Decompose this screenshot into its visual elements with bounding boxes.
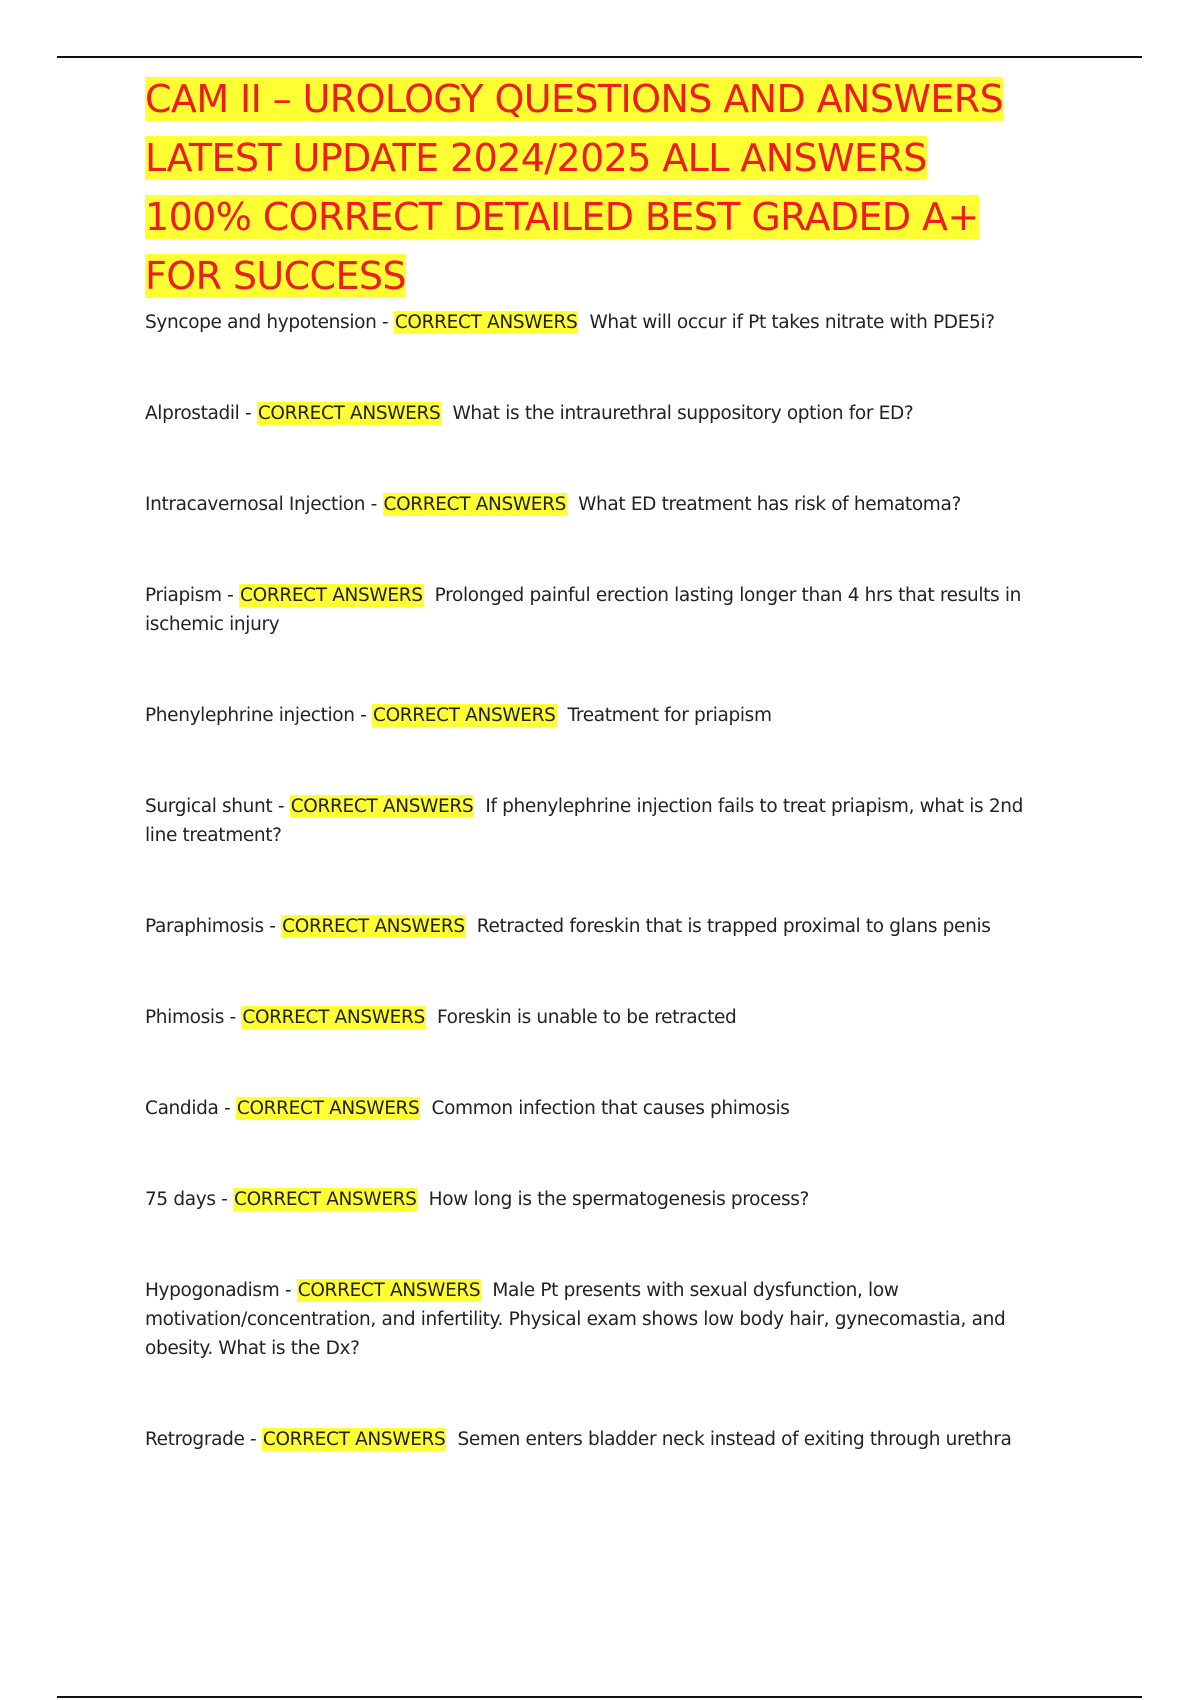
document-title: [145, 70, 1025, 306]
correct-answers-label: CORRECT ANSWERS: [240, 585, 423, 606]
qa-item: [145, 1003, 1025, 1032]
question-text: If phenylephrine injection fails to treat priapism, what is 2nd line treatment?: [145, 796, 1024, 846]
document-title-text: CAM II – UROLOGY QUESTIONS AND ANSWERS LATEST UPDATE 2024/2025 ALL ANSWERS 100% CORRECT DETAILED BEST GRADED A+ FOR SUCCESS: [145, 77, 1004, 298]
qa-item: [145, 308, 1025, 337]
qa-item: [145, 792, 1025, 850]
separator: -: [221, 585, 240, 606]
correct-answers-label: CORRECT ANSWERS: [383, 494, 567, 515]
qa-item: [145, 399, 1025, 428]
qa-item: [145, 1425, 1025, 1454]
question-text: Male Pt presents with sexual dysfunction, low motivation/concentration, and infertility. Physical exam shows low body hair, gynecomastia, and obesity. What is the Dx?: [145, 1280, 1006, 1359]
answer-text: Syncope and hypotension: [145, 312, 377, 333]
qa-item: [145, 701, 1025, 730]
separator: -: [376, 312, 394, 333]
separator: -: [218, 1098, 236, 1119]
correct-answers-label: CORRECT ANSWERS: [242, 1007, 425, 1028]
page-content: [145, 70, 1025, 1516]
separator: -: [354, 705, 372, 726]
correct-answers-label: CORRECT ANSWERS: [297, 1280, 481, 1301]
qa-item: [145, 1276, 1025, 1363]
question-text: What is the intraurethral suppository option for ED?: [452, 403, 914, 424]
correct-answers-label: CORRECT ANSWERS: [373, 705, 556, 726]
answer-text: Candida: [145, 1098, 219, 1119]
answer-text: 75 days: [145, 1189, 216, 1210]
separator: -: [223, 1007, 242, 1028]
separator: -: [279, 1280, 297, 1301]
question-text: Foreskin is unable to be retracted: [436, 1007, 737, 1028]
correct-answers-label: CORRECT ANSWERS: [262, 1429, 446, 1450]
answer-text: Hypogonadism: [145, 1280, 280, 1301]
question-text: Treatment for priapism: [567, 705, 772, 726]
answer-text: Phenylephrine injection: [145, 705, 355, 726]
qa-item: [145, 1185, 1025, 1214]
answer-text: Retrograde: [145, 1429, 245, 1450]
answer-text: Intracavernosal Injection: [145, 494, 366, 515]
qa-item: [145, 1094, 1025, 1123]
question-text: Retracted foreskin that is trapped proximal to glans penis: [476, 916, 991, 937]
qa-item: [145, 490, 1025, 519]
qa-item: [145, 581, 1025, 639]
separator: -: [215, 1189, 234, 1210]
separator: -: [365, 494, 383, 515]
qa-list: [145, 308, 1025, 1454]
correct-answers-label: CORRECT ANSWERS: [236, 1098, 420, 1119]
separator: -: [272, 796, 290, 817]
qa-item: [145, 912, 1025, 941]
answer-text: Phimosis: [145, 1007, 224, 1028]
question-text: How long is the spermatogenesis process?: [428, 1189, 810, 1210]
answer-text: Priapism: [145, 585, 222, 606]
question-text: What will occur if Pt takes nitrate with PDE5i?: [589, 312, 995, 333]
question-text: What ED treatment has risk of hematoma?: [578, 494, 961, 515]
question-text: Prolonged painful erection lasting longer than 4 hrs that results in ischemic injury: [145, 585, 1022, 635]
bottom-rule: [57, 1696, 1142, 1698]
answer-text: Paraphimosis: [145, 916, 264, 937]
correct-answers-label: CORRECT ANSWERS: [394, 312, 578, 333]
answer-text: Surgical shunt: [145, 796, 273, 817]
correct-answers-label: CORRECT ANSWERS: [290, 796, 474, 817]
answer-text: Alprostadil: [145, 403, 240, 424]
correct-answers-label: CORRECT ANSWERS: [257, 403, 441, 424]
top-rule: [57, 56, 1142, 58]
separator: -: [239, 403, 257, 424]
separator: -: [263, 916, 282, 937]
separator: -: [244, 1429, 262, 1450]
question-text: Common infection that causes phimosis: [431, 1098, 790, 1119]
question-text: Semen enters bladder neck instead of exiting through urethra: [457, 1429, 1012, 1450]
correct-answers-label: CORRECT ANSWERS: [234, 1189, 417, 1210]
correct-answers-label: CORRECT ANSWERS: [282, 916, 465, 937]
